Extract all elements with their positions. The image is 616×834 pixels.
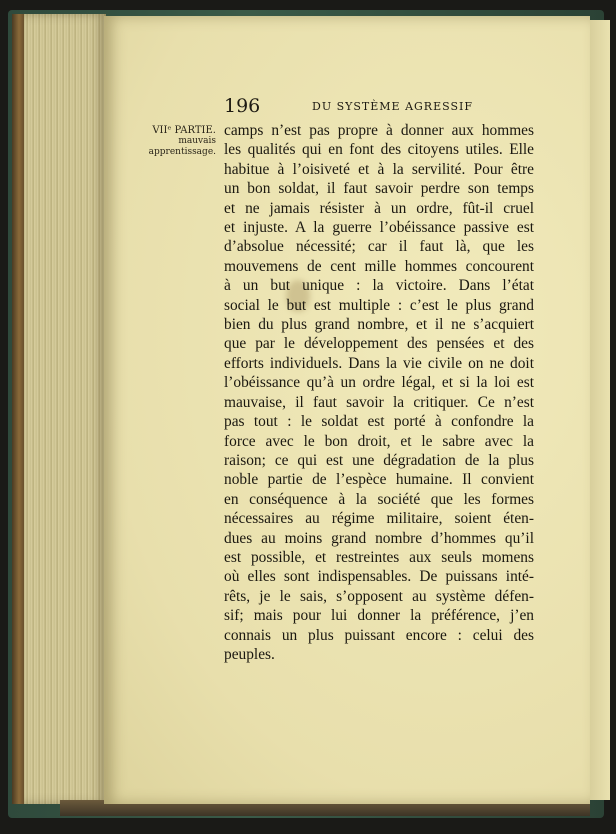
text-line: connais un plus puissant encore : celui des	[224, 626, 534, 644]
margin-subject-2: apprentissage.	[148, 147, 216, 157]
margin-part-label: VIIᵉ PARTIE.	[152, 125, 216, 136]
text-line: mauvaise, il faut savoir la critiquer. Ce n’est	[224, 393, 534, 411]
body-text	[224, 121, 534, 664]
text-line: sif; mais pour lui donner la préférence, j’en	[224, 607, 534, 625]
text-line: mouvemens de cent mille hommes concourent	[224, 257, 534, 275]
margin-subject-1: mauvais	[178, 136, 216, 146]
text-line: les qualités qui en font des citoyens utiles. Elle	[224, 141, 534, 159]
text-line: social le but est multiple : c’est le plus grand	[224, 296, 534, 314]
text-line: un bon soldat, il faut savoir perdre son temps	[224, 180, 534, 198]
text-line: peuples.	[224, 645, 275, 663]
text-line: que par le développement des pensées et des	[224, 335, 534, 353]
text-line: raison; ce qui est une dégradation de la plus	[224, 451, 534, 469]
text-line: à un but unique : la victoire. Dans l’état	[224, 277, 534, 295]
running-head	[224, 95, 534, 115]
text-line: force avec le bon droit, et le sabre avec la	[224, 432, 534, 450]
text-line: dues au moins grand nombre d’hommes qu’il	[224, 529, 534, 547]
text-line: et ne jamais résister à un ordre, fût-il cruel	[224, 199, 534, 217]
text-line: en conséquence à la société que les formes	[224, 490, 534, 508]
text-line: où elles sont indispensables. De puissans inté-	[224, 568, 534, 586]
text-line: l’obéissance qu’à un ordre légal, et si la loi est	[224, 374, 534, 392]
text-line: d’absolue nécessité; car il faut là, que les	[224, 238, 534, 256]
text-line: efforts individuels. Dans la vie civile on ne doit	[224, 354, 534, 372]
text-line: pas tout : le soldat est porté à confondre la	[224, 413, 534, 431]
text-line: est possible, et restreintes aux seuls momens	[224, 548, 534, 566]
page-edges	[24, 14, 106, 804]
text-line: et injuste. A la guerre l’obéissance passive est	[224, 219, 534, 237]
text-line: rêts, je le sais, s’opposent au système défen-	[224, 587, 534, 605]
page-number: 196	[224, 95, 261, 117]
text-line: bien du plus grand nombre, et il ne s’acquiert	[224, 316, 534, 334]
margin-notes	[148, 122, 216, 158]
text-line: nécessaires au régime militaire, soient éten-	[224, 510, 534, 528]
text-line: camps n’est pas propre à donner aux hommes	[224, 122, 534, 139]
facing-page-edge	[590, 20, 610, 800]
text-line: noble partie de l’espèce humaine. Il convient	[224, 471, 534, 489]
text-line: habitue à l’oisiveté et à la servilité. Pour être	[224, 160, 534, 178]
running-title: DU SYSTÈME AGRESSIF	[312, 100, 473, 113]
